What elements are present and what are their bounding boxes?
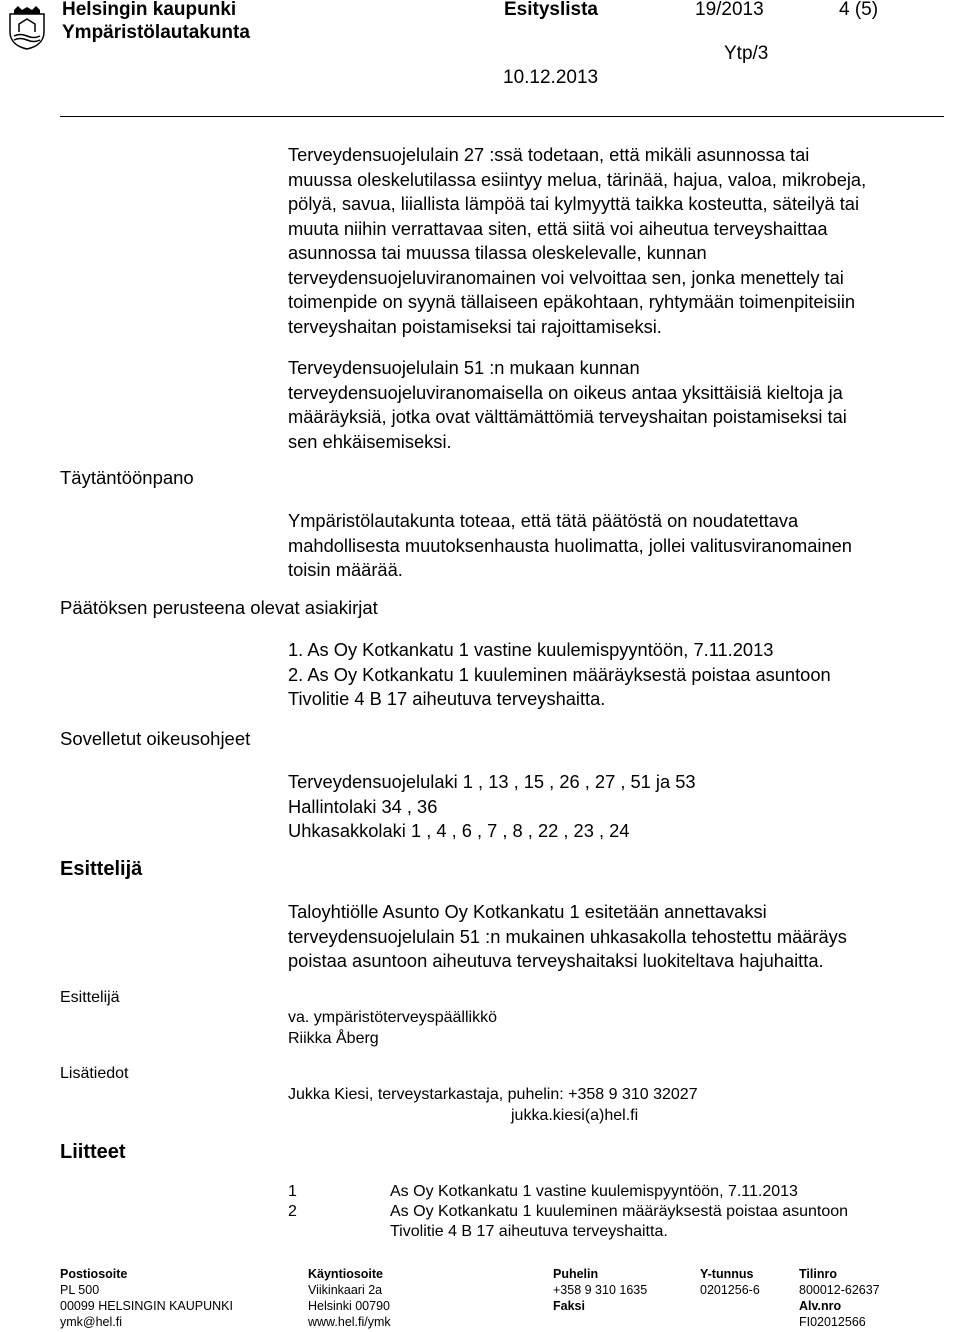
footer-postal bbox=[60, 1266, 233, 1330]
footer-value: Viikinkaari 2a bbox=[308, 1283, 383, 1297]
page-number: 4 (5) bbox=[839, 0, 879, 20]
presenter-title: va. ympäristöterveyspäällikkö bbox=[288, 1009, 497, 1026]
doc-type: Esityslista bbox=[504, 0, 598, 20]
text-line: asunnossa tai muussa tilassa oleskelevalle, kunnan bbox=[288, 242, 707, 263]
list-item: Hallintolaki 34 , 36 bbox=[288, 795, 438, 817]
proposal-text bbox=[288, 900, 938, 974]
text-line: Ympäristölautakunta toteaa, että tätä päätöstä on noudatettava bbox=[288, 510, 799, 531]
text-line: poistaa asuntoon aiheutuva terveyshaitaksi luokiteltava hajuhaitta. bbox=[288, 950, 824, 971]
footer-visiting bbox=[308, 1266, 391, 1330]
text-line: pölyä, savua, liiallista lämpöä tai kylmyyttä taikka kosteutta, säteilyä tai bbox=[288, 193, 860, 214]
text-line: terveydensuojeluviranomaisella on oikeus antaa yksittäisiä kieltoja ja bbox=[288, 381, 843, 403]
attachment-number: 2 bbox=[288, 1203, 297, 1220]
text-line: sen ehkäisemiseksi. bbox=[288, 430, 452, 452]
header-divider bbox=[60, 116, 944, 117]
text-line: toimenpide on syynä tällaiseen epäkohtaan, ryhtymään toimenpiteisiin bbox=[288, 291, 856, 312]
footer-label: Y-tunnus bbox=[700, 1267, 754, 1281]
text-line: terveydensuojeluviranomainen voi velvoittaa sen, jonka menettely tai bbox=[288, 266, 844, 288]
issue-number: 19/2013 bbox=[695, 0, 764, 20]
intro-paragraph-2 bbox=[288, 356, 938, 454]
text-line: muuta niihin verrattavaa siten, että siitä voi aiheutua terveyshaittaa bbox=[288, 217, 828, 239]
attachment-link-continued: Tivolitie 4 B 17 aiheutuva terveyshaitta. bbox=[390, 1223, 668, 1240]
enforcement-text bbox=[288, 509, 938, 583]
footer-value: 0201256-6 bbox=[700, 1283, 760, 1297]
intro-paragraph-1 bbox=[288, 143, 938, 339]
proposal-heading: Esittelijä bbox=[60, 858, 143, 880]
footer-label: Postiosoite bbox=[60, 1267, 128, 1281]
footer-phone bbox=[553, 1266, 647, 1314]
list-item: 1. As Oy Kotkankatu 1 vastine kuulemispyyntöön, 7.11.2013 bbox=[288, 639, 774, 660]
text-line: Terveydensuojelulain 27 :ssä todetaan, että mikäli asunnossa tai bbox=[288, 144, 810, 165]
helsinki-crest-logo bbox=[8, 6, 46, 50]
legal-list bbox=[288, 770, 938, 844]
list-item: Tivolitie 4 B 17 aiheutuva terveyshaitta. bbox=[288, 688, 606, 709]
footer-value: 00099 HELSINGIN KAUPUNKI bbox=[60, 1299, 233, 1313]
org-name: Helsingin kaupunki bbox=[62, 0, 237, 20]
footer-value: PL 500 bbox=[60, 1283, 100, 1297]
footer-business-id bbox=[700, 1266, 760, 1298]
contact-heading: Lisätiedot bbox=[60, 1065, 129, 1082]
contact-email: jukka.kiesi(a)hel.fi bbox=[511, 1107, 639, 1124]
footer-value: Helsinki 00790 bbox=[308, 1299, 390, 1313]
enforcement-heading: Täytäntöönpano bbox=[60, 467, 194, 488]
list-item: 2. As Oy Kotkankatu 1 kuuleminen määräyksestä poistaa asuntoon bbox=[288, 663, 831, 685]
footer-label: Alv.nro bbox=[799, 1299, 842, 1313]
footer-label: Faksi bbox=[553, 1299, 585, 1313]
presenter-heading: Esittelijä bbox=[60, 989, 120, 1006]
basis-list bbox=[288, 638, 938, 712]
text-line: terveyshaitan poistamiseksi tai rajoittamiseksi. bbox=[288, 315, 662, 337]
attachment-link[interactable]: As Oy Kotkankatu 1 kuuleminen määräyksestä poistaa asuntoon bbox=[390, 1203, 849, 1220]
footer-label: Käyntiosoite bbox=[308, 1267, 384, 1281]
contact-person: Jukka Kiesi, terveystarkastaja, puhelin: +358 9 310 32027 bbox=[288, 1086, 698, 1103]
attachments-heading: Liitteet bbox=[60, 1141, 126, 1163]
committee-name: Ympäristölautakunta bbox=[62, 22, 250, 43]
text-line: Terveydensuojelulain 51 :n mukaan kunnan bbox=[288, 357, 640, 378]
attachment-number: 1 bbox=[288, 1183, 297, 1200]
attachment-link[interactable]: As Oy Kotkankatu 1 vastine kuulemispyyntöön, 7.11.2013 bbox=[390, 1183, 798, 1200]
meeting-date: 10.12.2013 bbox=[503, 67, 599, 88]
contact-block bbox=[288, 1084, 938, 1126]
text-line: Taloyhtiölle Asunto Oy Kotkankatu 1 esitetään annettavaksi bbox=[288, 901, 767, 922]
footer-label: Puhelin bbox=[553, 1267, 599, 1281]
list-item: Uhkasakkolaki 1 , 4 , 6 , 7 , 8 , 22 , 23 , 24 bbox=[288, 820, 630, 841]
item-code: Ytp/3 bbox=[724, 43, 769, 64]
footer-value: +358 9 310 1635 bbox=[553, 1283, 648, 1297]
footer-label: Tilinro bbox=[799, 1267, 837, 1281]
text-line: määräyksiä, jotka ovat välttämättömiä terveyshaitan poistamiseksi tai bbox=[288, 406, 847, 427]
footer-email[interactable]: ymk@hel.fi bbox=[60, 1315, 123, 1329]
presenter-block bbox=[288, 1007, 938, 1049]
legal-heading: Sovelletut oikeusohjeet bbox=[60, 728, 251, 749]
footer-value: 800012-62637 bbox=[799, 1283, 880, 1297]
basis-heading: Päätöksen perusteena olevat asiakirjat bbox=[60, 597, 378, 618]
footer-website[interactable]: www.hel.fi/ymk bbox=[308, 1315, 391, 1329]
presenter-name: Riikka Åberg bbox=[288, 1030, 379, 1047]
footer-value: FI02012566 bbox=[799, 1315, 866, 1329]
list-item: Terveydensuojelulaki 1 , 13 , 15 , 26 , 27 , 51 ja 53 bbox=[288, 771, 696, 792]
text-line: muussa oleskelutilassa esiintyy melua, tärinää, hajua, valoa, mikrobeja, bbox=[288, 168, 867, 190]
footer-account bbox=[799, 1266, 880, 1330]
text-line: toisin määrää. bbox=[288, 559, 403, 580]
text-line: terveydensuojelulain 51 :n mukainen uhkasakolla tehostettu määräys bbox=[288, 925, 847, 947]
text-line: mahdollisesta muutoksenhausta huolimatta, jollei valitusviranomainen bbox=[288, 534, 852, 556]
